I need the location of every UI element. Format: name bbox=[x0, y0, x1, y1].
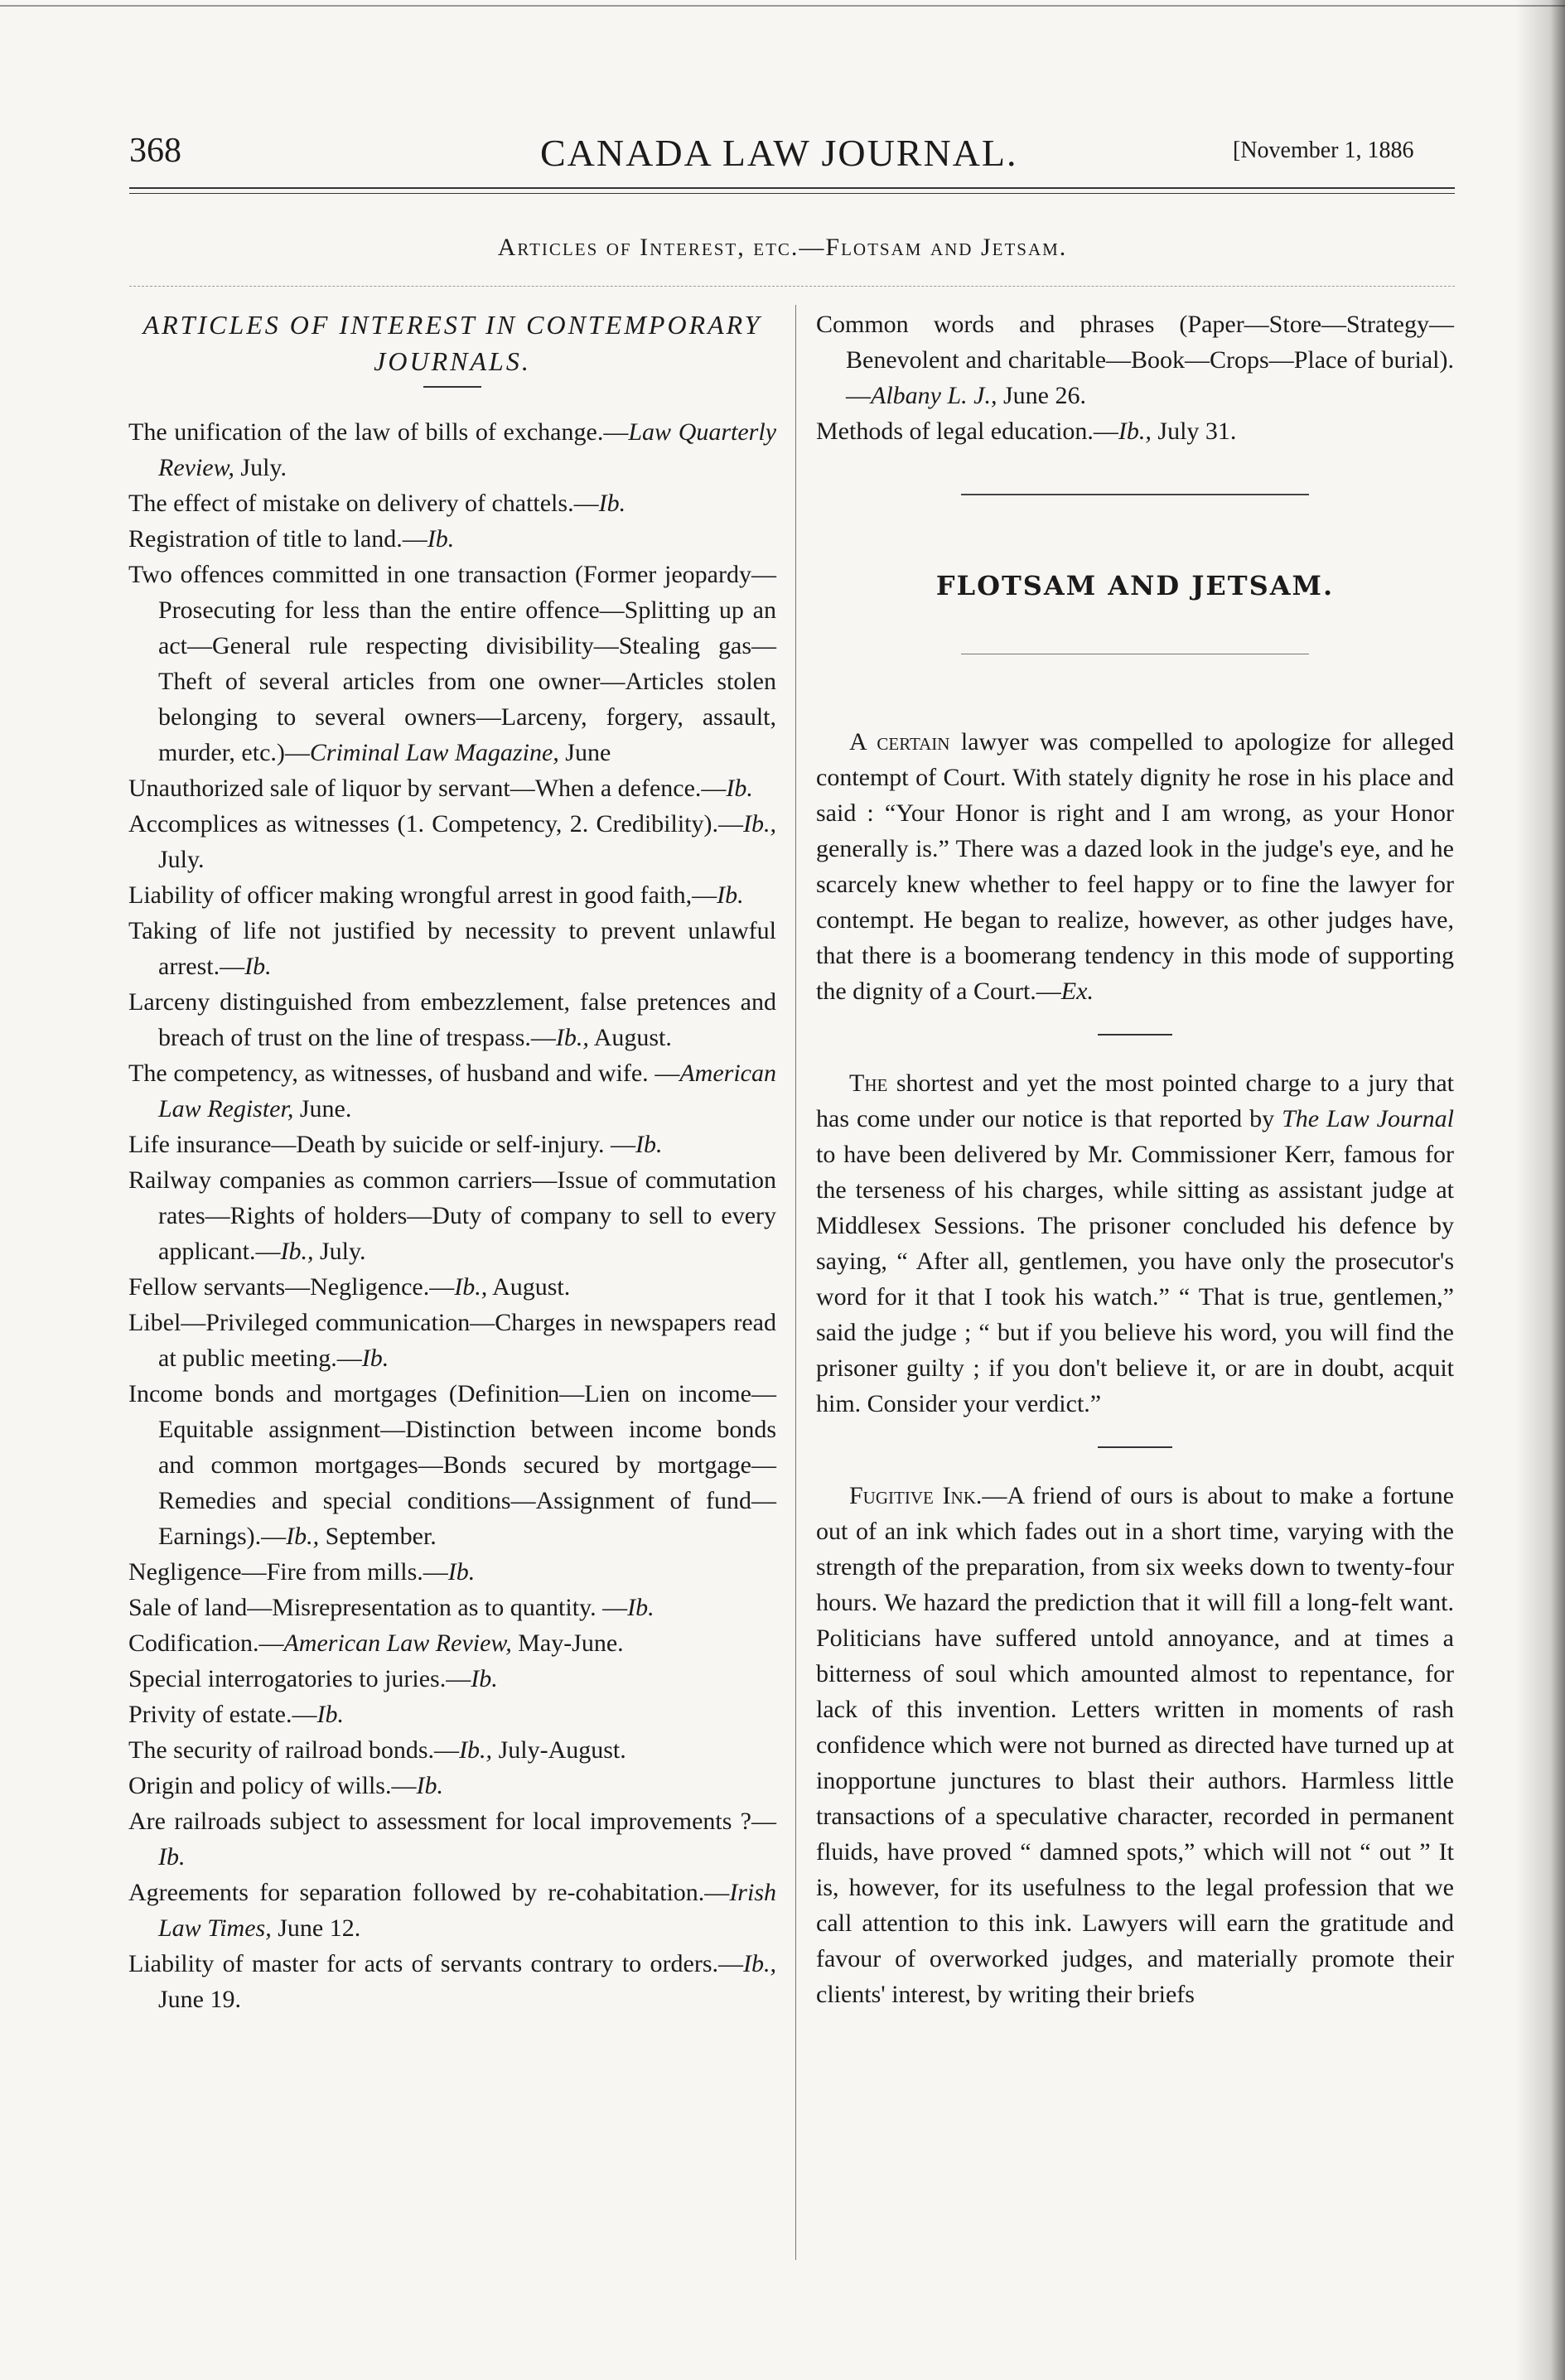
article-list bbox=[128, 414, 776, 2017]
article-entry bbox=[816, 307, 1454, 413]
header-rule-bottom bbox=[129, 193, 1455, 194]
article-date: August. bbox=[588, 1024, 672, 1051]
article-source: Irish Law Times, bbox=[158, 1879, 776, 1942]
articles-heading: ARTICLES OF INTEREST IN CONTEMPORARY JOURNALS. bbox=[142, 310, 762, 376]
article-entry bbox=[128, 1625, 776, 1661]
paragraph-text: lawyer was compelled to apologize for alleged contempt of Court. With stately dignity he rose in his place and said : “Your Honor is right and I am wrong, as your Honor generally is.” There was a dazed look in the judge's eye, and he scarcely knew whether to feel happy or to fine the lawyer for contempt. He began to realize, however, as other judges have, that there is a boomerang tendency in this mode of supporting the dignity of a Court.— bbox=[816, 728, 1455, 1005]
article-entry bbox=[128, 1768, 776, 1803]
article-title: Unauthorized sale of liquor by servant—When a defence.— bbox=[128, 775, 727, 802]
column-divider bbox=[795, 305, 796, 2260]
article-source: Law Quarterly Review, bbox=[158, 418, 777, 481]
article-title: The unification of the law of bills of exchange.— bbox=[128, 418, 629, 446]
article-entry bbox=[128, 1127, 776, 1162]
article-date: September. bbox=[319, 1523, 437, 1550]
flotsam-paragraph bbox=[816, 724, 1454, 1009]
article-entry bbox=[128, 521, 776, 557]
article-date: June. bbox=[293, 1095, 352, 1122]
article-title: Agreements for separation followed by re-cohabitation.— bbox=[128, 1879, 730, 1906]
article-source: Ib., bbox=[280, 1238, 314, 1265]
article-list-continued bbox=[816, 307, 1454, 449]
paragraph-text: —A friend of ours is about to make a fortune out of an ink which fades out in a short time, varying with the strength of the preparation, from six weeks down to twenty-four hours. We hazard the prediction that it will fill a long-felt want. Politicians have suffered untold annoyance, and at times a bitterness of soul which amounted almost to repentance, for lack of this invention. Letters written in moments of rash confidence which were not burned as directed have turned up at inopportune junctures to blast their authors. Harmless little transactions of a speculative character, recorded in permanent fluids, have proved “ damned spots,” which will not “ out ” It is, however, for its usefulness to the legal profession that we call attention to this ink. Lawyers will earn the gratitude and favour of overworked judges, and materially promote their clients' interest, by writing their briefs bbox=[816, 1482, 1454, 2008]
article-source: Ib. bbox=[244, 953, 272, 980]
article-title: Registration of title to land.— bbox=[128, 525, 427, 553]
left-column bbox=[128, 307, 776, 2017]
article-date: June bbox=[558, 739, 611, 766]
article-entry bbox=[128, 1697, 776, 1732]
paragraph-tail: to have been delivered by Mr. Commissioner Kerr, famous for the terseness of his charges, while sitting as assistant judge at Middlesex Sessions. The prisoner concluded his defence by saying, “ After all, gentlemen, you have only the prosecutor's word for it that I took his watch.” “ That is true, gentlemen,” said the judge ; “ but if you believe his word, you will find the prisoner guilty ; if you don't believe it, or are in doubt, acquit him. Consider your verdict.” bbox=[816, 1141, 1454, 1417]
article-source: Ib. bbox=[416, 1772, 443, 1799]
article-source: American Law Register, bbox=[158, 1060, 776, 1122]
article-title: Codification.— bbox=[128, 1629, 284, 1657]
issue-date: [November 1, 1886 bbox=[1233, 138, 1414, 163]
article-entry bbox=[128, 1661, 776, 1697]
article-source: Criminal Law Magazine, bbox=[309, 739, 559, 766]
article-date: June 26. bbox=[997, 382, 1086, 409]
article-source: Ib. bbox=[471, 1665, 498, 1692]
paragraph-lead: A certain bbox=[849, 728, 950, 756]
running-subheading: Articles of Interest, etc.—Flotsam and Jetsam. bbox=[497, 234, 1068, 261]
article-source: Ib. bbox=[627, 1594, 654, 1621]
scan-shadow-edge bbox=[1515, 0, 1565, 2380]
paragraph-source: Ex. bbox=[1060, 978, 1094, 1005]
article-date: July. bbox=[158, 846, 205, 873]
article-title: Accomplices as witnesses (1. Competency, 2. Credibility).— bbox=[128, 810, 743, 838]
paragraph-source: The Law Journal bbox=[1282, 1105, 1454, 1132]
subheading-rule bbox=[129, 286, 1455, 287]
heading-rule bbox=[423, 386, 481, 388]
article-source: Ib. bbox=[717, 881, 744, 909]
article-entry bbox=[128, 1590, 776, 1625]
article-source: Ib., bbox=[743, 810, 776, 838]
article-title: Libel—Privileged communication—Charges in newspapers read at public meeting.— bbox=[128, 1309, 776, 1372]
article-title: Life insurance—Death by suicide or self-injury. — bbox=[128, 1131, 636, 1158]
article-date: August. bbox=[487, 1273, 571, 1301]
article-title: Taking of life not justified by necessity to prevent unlawful arrest.— bbox=[128, 917, 776, 980]
article-title: Sale of land—Misrepresentation as to quantity. — bbox=[128, 1594, 628, 1621]
article-source: Ib., bbox=[743, 1950, 776, 1977]
article-date: June 12. bbox=[271, 1914, 361, 1942]
section-divider-rule bbox=[961, 494, 1309, 495]
article-source: Ib. bbox=[427, 525, 455, 553]
article-title: The effect of mistake on delivery of chattels.— bbox=[128, 490, 599, 517]
article-title: Liability of master for acts of servants contrary to orders.— bbox=[128, 1950, 743, 1977]
flotsam-paragraph bbox=[816, 1478, 1454, 2012]
article-entry bbox=[128, 414, 776, 485]
article-source: Ib. bbox=[598, 490, 626, 517]
article-source: American Law Review, bbox=[283, 1629, 512, 1657]
flotsam-paragraphs bbox=[816, 724, 1454, 2012]
article-title: Privity of estate.— bbox=[128, 1701, 317, 1728]
paragraph-separator-rule bbox=[1098, 1446, 1172, 1448]
article-entry bbox=[128, 877, 776, 913]
page-number: 368 bbox=[129, 132, 181, 170]
article-entry bbox=[128, 1803, 776, 1875]
paragraph-lead: Fugitive Ink. bbox=[849, 1482, 983, 1509]
article-title: Common words and phrases (Paper—Store—Strategy—Benevolent and charitable—Book—Crops—Place of burial).— bbox=[816, 311, 1454, 409]
article-entry bbox=[128, 1946, 776, 2017]
paragraph-text: shortest and yet the most pointed charge to a jury that has come under our notice is that reported by bbox=[816, 1069, 1454, 1132]
article-entry bbox=[128, 1732, 776, 1768]
article-entry bbox=[128, 770, 776, 806]
article-entry bbox=[128, 913, 776, 984]
flotsam-paragraph bbox=[816, 1065, 1454, 1422]
article-entry bbox=[128, 1269, 776, 1305]
article-source: Ib. bbox=[447, 1558, 476, 1586]
article-title: Larceny distinguished from embezzlement, false pretences and breach of trust on the line of trespass.— bbox=[128, 988, 776, 1051]
paragraph-separator-rule bbox=[1098, 1034, 1172, 1036]
article-source: Ib., bbox=[286, 1523, 320, 1550]
article-entry bbox=[128, 557, 776, 770]
article-source: Ib. bbox=[316, 1701, 344, 1728]
article-date: July. bbox=[313, 1238, 366, 1265]
article-entry bbox=[128, 1305, 776, 1376]
article-source: Ib., bbox=[555, 1024, 589, 1051]
article-source: Ib., bbox=[459, 1736, 493, 1764]
article-entry bbox=[816, 413, 1454, 449]
article-source: Ib., bbox=[1118, 418, 1152, 445]
article-title: Origin and policy of wills.— bbox=[128, 1772, 417, 1799]
right-column bbox=[816, 307, 1454, 2012]
page-top-rule bbox=[0, 5, 1565, 7]
article-title: The security of railroad bonds.— bbox=[128, 1736, 460, 1764]
article-entry bbox=[128, 1055, 776, 1127]
article-entry bbox=[128, 1162, 776, 1269]
article-title: Negligence—Fire from mills.— bbox=[128, 1558, 448, 1586]
article-entry bbox=[128, 806, 776, 877]
article-entry bbox=[128, 485, 776, 521]
journal-title: CANADA LAW JOURNAL. bbox=[540, 132, 1018, 174]
article-title: Liability of officer making wrongful arrest in good faith,— bbox=[128, 881, 717, 909]
article-title: Two offences committed in one transaction (Former jeopardy—Prosecuting for less than the entire offence—Splitting up an act—General rule respecting divisibility—Stealing gas—Theft of several articles from one owner—Articles stolen belonging to several owners—Larceny, forgery, assault, murder, etc.)— bbox=[128, 561, 776, 766]
article-title: Are railroads subject to assessment for local improvements ?— bbox=[128, 1808, 776, 1835]
article-title: Fellow servants—Negligence.— bbox=[128, 1273, 455, 1301]
article-entry bbox=[128, 984, 776, 1055]
article-source: Albany L. J., bbox=[871, 382, 997, 409]
article-date: July-August. bbox=[492, 1736, 626, 1764]
paragraph-lead: The bbox=[849, 1069, 888, 1097]
article-date: July 31. bbox=[1151, 418, 1237, 445]
article-title: Special interrogatories to juries.— bbox=[128, 1665, 471, 1692]
article-entry bbox=[128, 1376, 776, 1554]
header-rule-top bbox=[129, 187, 1455, 189]
article-title: Income bonds and mortgages (Definition—Lien on income—Equitable assignment—Distinction between income bonds and common mortgages—Bonds secured by mortgage—Remedies and special conditions—Assignment of fund—Earnings).— bbox=[128, 1380, 776, 1550]
article-source: Ib. bbox=[635, 1131, 663, 1158]
article-date: June 19. bbox=[158, 1986, 241, 2013]
article-title: Railway companies as common carriers—Issue of commutation rates—Rights of holders—Duty of company to sell to every applicant.— bbox=[128, 1166, 776, 1265]
article-source: Ib. bbox=[158, 1843, 186, 1871]
article-source: Ib. bbox=[726, 775, 753, 802]
article-entry bbox=[128, 1554, 776, 1590]
article-entry bbox=[128, 1875, 776, 1946]
article-title: The competency, as witnesses, of husband and wife. — bbox=[128, 1060, 680, 1087]
article-title: Methods of legal education.— bbox=[816, 418, 1118, 445]
article-source: Ib. bbox=[361, 1344, 389, 1372]
flotsam-heading: FLOTSAM AND JETSAM. bbox=[935, 570, 1335, 601]
article-date: July. bbox=[234, 454, 287, 481]
article-source: Ib., bbox=[454, 1273, 488, 1301]
article-date: May-June. bbox=[511, 1629, 624, 1657]
